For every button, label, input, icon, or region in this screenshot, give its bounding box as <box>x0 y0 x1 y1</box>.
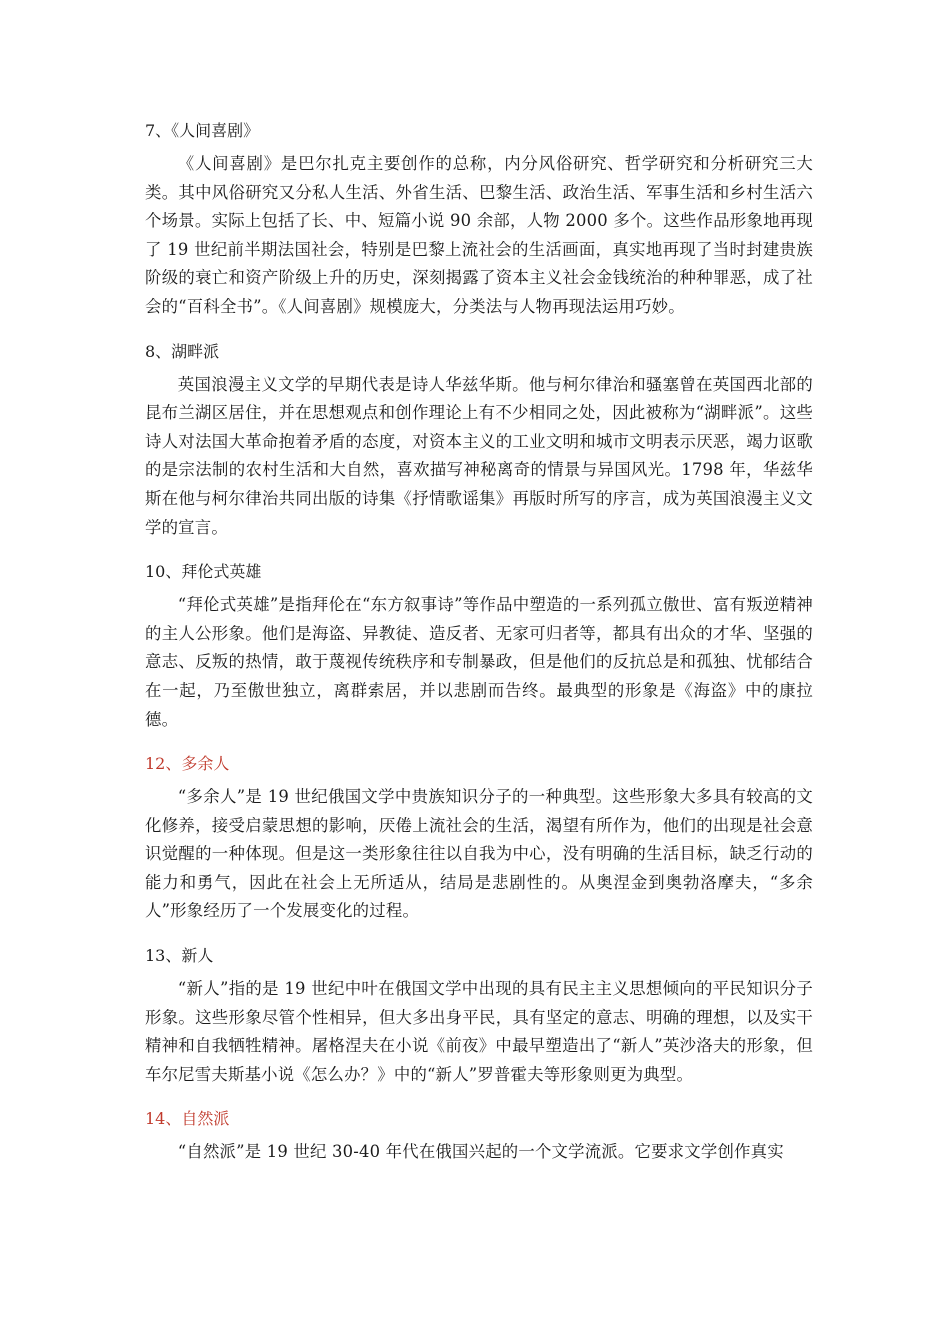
section-body: “拜伦式英雄”是指拜伦在“东方叙事诗”等作品中塑造的一系列孤立傲世、富有叛逆精神的主人公形象。他们是海盗、异教徒、造反者、无家可归者等，都具有出众的才华、坚强的意志、反叛的热情，敢于蔑视传统秩序和专制暴政，但是他们的反抗总是和孤独、忧郁结合在一起，乃至傲世独立，离群索居，并以悲剧而告终。最典型的形象是《海盗》中的康拉德。 <box>145 595 813 729</box>
section-body: “新人”指的是 19 世纪中叶在俄国文学中出现的具有民主主义思想倾向的平民知识分子形象。这些形象尽管个性相异，但大多出身平民，具有坚定的意志、明确的理想，以及实干精神和自我牺牲精神。屠格涅夫在小说《前夜》中最早塑造出了“新人”英沙洛夫的形象，但车尔尼雪夫斯基小说《怎么办？》中的“新人”罗普霍夫等形象则更为典型。 <box>145 979 813 1084</box>
section-heading: 7、《人间喜剧》 <box>145 121 260 140</box>
section-human-comedy <box>145 118 813 322</box>
section-lake-poets <box>145 339 813 543</box>
section-new-people <box>145 943 813 1089</box>
section-heading: 10、拜伦式英雄 <box>145 562 262 582</box>
section-heading: 8、湖畔派 <box>145 341 220 361</box>
section-heading: 12、多余人 <box>145 754 230 774</box>
document-page <box>145 118 813 1167</box>
section-body: 《人间喜剧》是巴尔扎克主要创作的总称，内分风俗研究、哲学研究和分析研究三大类。其中风俗研究又分私人生活、外省生活、巴黎生活、政治生活、军事生活和乡村生活六个场景。实际上包括了长、中、短篇小说 90 余部，人物 2000 多个。这些作品形象地再现了 19 世纪前半期法国社会，特别是巴黎上流社会的生活画面，真实地再现了当时封建贵族阶级的衰亡和资产阶级上升的历史，深刻揭露了资本主义社会金钱统治的种种罪恶，成了社会的“百科全书”。《人间喜剧》规模庞大，分类法与人物再现法运用巧妙。 <box>145 154 813 316</box>
section-superfluous-man <box>145 751 813 926</box>
section-body: 英国浪漫主义文学的早期代表是诗人华兹华斯。他与柯尔律治和骚塞曾在英国西北部的昆布兰湖区居住，并在思想观点和创作理论上有不少相同之处，因此被称为“湖畔派”。这些诗人对法国大革命抱着矛盾的态度，对资本主义的工业文明和城市文明表示厌恶，竭力讴歌的是宗法制的农村生活和大自然，喜欢描写神秘离奇的情景与异国风光。1798 年，华兹华斯在他与柯尔律治共同出版的诗集《抒情歌谣集》再版时所写的序言，成为英国浪漫主义文学的宣言。 <box>145 374 813 537</box>
section-byronic-hero <box>145 559 813 734</box>
section-natural-school <box>145 1106 813 1167</box>
section-body: “多余人”是 19 世纪俄国文学中贵族知识分子的一种典型。这些形象大多具有较高的文化修养，接受启蒙思想的影响，厌倦上流社会的生活，渴望有所作为，他们的出现是社会意识觉醒的一种体现。但是这一类形象往往以自我为中心，没有明确的生活目标，缺乏行动的能力和勇气，因此在社会上无所适从，结局是悲剧性的。从奥涅金到奥勃洛摩夫，“多余人”形象经历了一个发展变化的过程。 <box>145 787 813 921</box>
section-heading: 13、新人 <box>145 946 214 966</box>
section-heading: 14、自然派 <box>145 1109 230 1129</box>
section-body: “自然派”是 19 世纪 30-40 年代在俄国兴起的一个文学流派。它要求文学创作真实 <box>177 1142 784 1162</box>
